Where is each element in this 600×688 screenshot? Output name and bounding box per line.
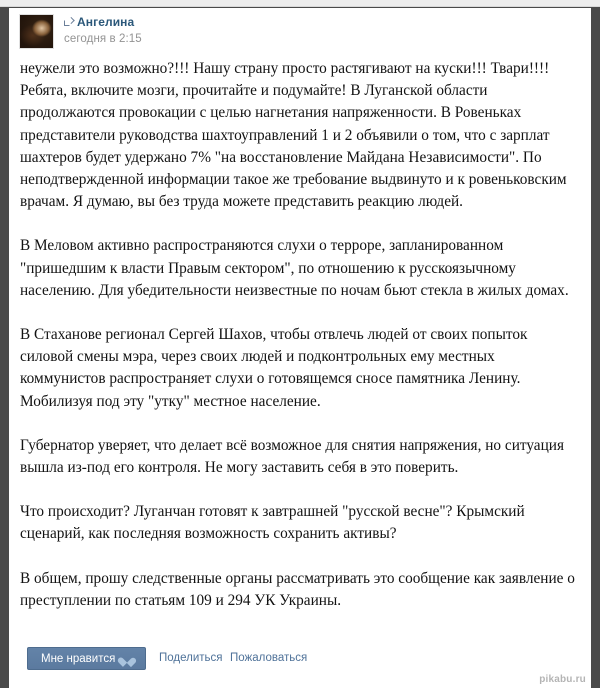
- like-button-label: Мне нравится: [41, 652, 116, 665]
- watermark: pikabu.ru: [539, 674, 586, 685]
- post-header: [9, 8, 591, 52]
- report-link[interactable]: Пожаловаться: [230, 652, 308, 664]
- post-card: [9, 8, 591, 688]
- post-paragraph: В Меловом активно распространяются слухи о терроре, запланированном "пришедшим к власти Правым сектором", по отношению к русскоязычному населению. Для убедительности неизвестные по ночам бьют стекла в жилых домах.: [20, 237, 569, 299]
- author-name[interactable]: Ангелина: [77, 15, 135, 29]
- post-paragraph: Что происходит? Луганчан готовят к завтрашней "русской весне"? Крымский сценарий, как последняя возможность сохранить активы?: [20, 503, 525, 543]
- post-paragraph: неужели это возможно?!!! Нашу страну просто растягивают на куски!!! Твари!!!! Ребята, включите мозги, прочитайте и подумайте! В Луганской области продолжаются провокации с целью нагнетания напряженности. В Ровеньках представители руководства шахтоуправлений 1 и 2 объявили о том, что с зарплат шахтеров будет удержано 7% "на восстановление Майдана Независимости". По неподтвержденной информации такое же требование выдвинуто и к ровеньковским врачам. Я думаю, вы без труда можете представить реакцию людей.: [20, 60, 567, 211]
- post-paragraph: В общем, прошу следственные органы рассматривать это сообщение как заявление о преступлении по статьям 109 и 294 УК Украины.: [20, 569, 575, 609]
- share-link[interactable]: Поделиться: [159, 652, 223, 664]
- post-timestamp: сегодня в 2:15: [64, 33, 142, 45]
- post-footer: [9, 642, 591, 688]
- repost-icon: [64, 18, 73, 27]
- post-body: [9, 52, 591, 612]
- post-paragraph: Губернатор уверяет, что делает всё возможное для снятия напряжения, но ситуация вышла из-под его контроля. Не могу заставить себя в это поверить.: [20, 436, 565, 477]
- post-paragraph: В Стаханове регионал Сергей Шахов, чтобы отвлечь людей от своих попыток силовой смены мэра, через своих людей и подконтрольных ему местных коммунистов распространяет слухи о готовящемся сносе памятника Ленину. Мобилизуя под эту "утку" местное население.: [20, 326, 528, 410]
- author-line: [64, 16, 142, 28]
- like-button[interactable]: [27, 647, 146, 670]
- heart-icon: [121, 654, 132, 664]
- top-chrome-strip: [0, 0, 600, 7]
- avatar-photo-icon: [20, 15, 53, 48]
- avatar[interactable]: [19, 14, 54, 49]
- post-header-text: [64, 16, 142, 45]
